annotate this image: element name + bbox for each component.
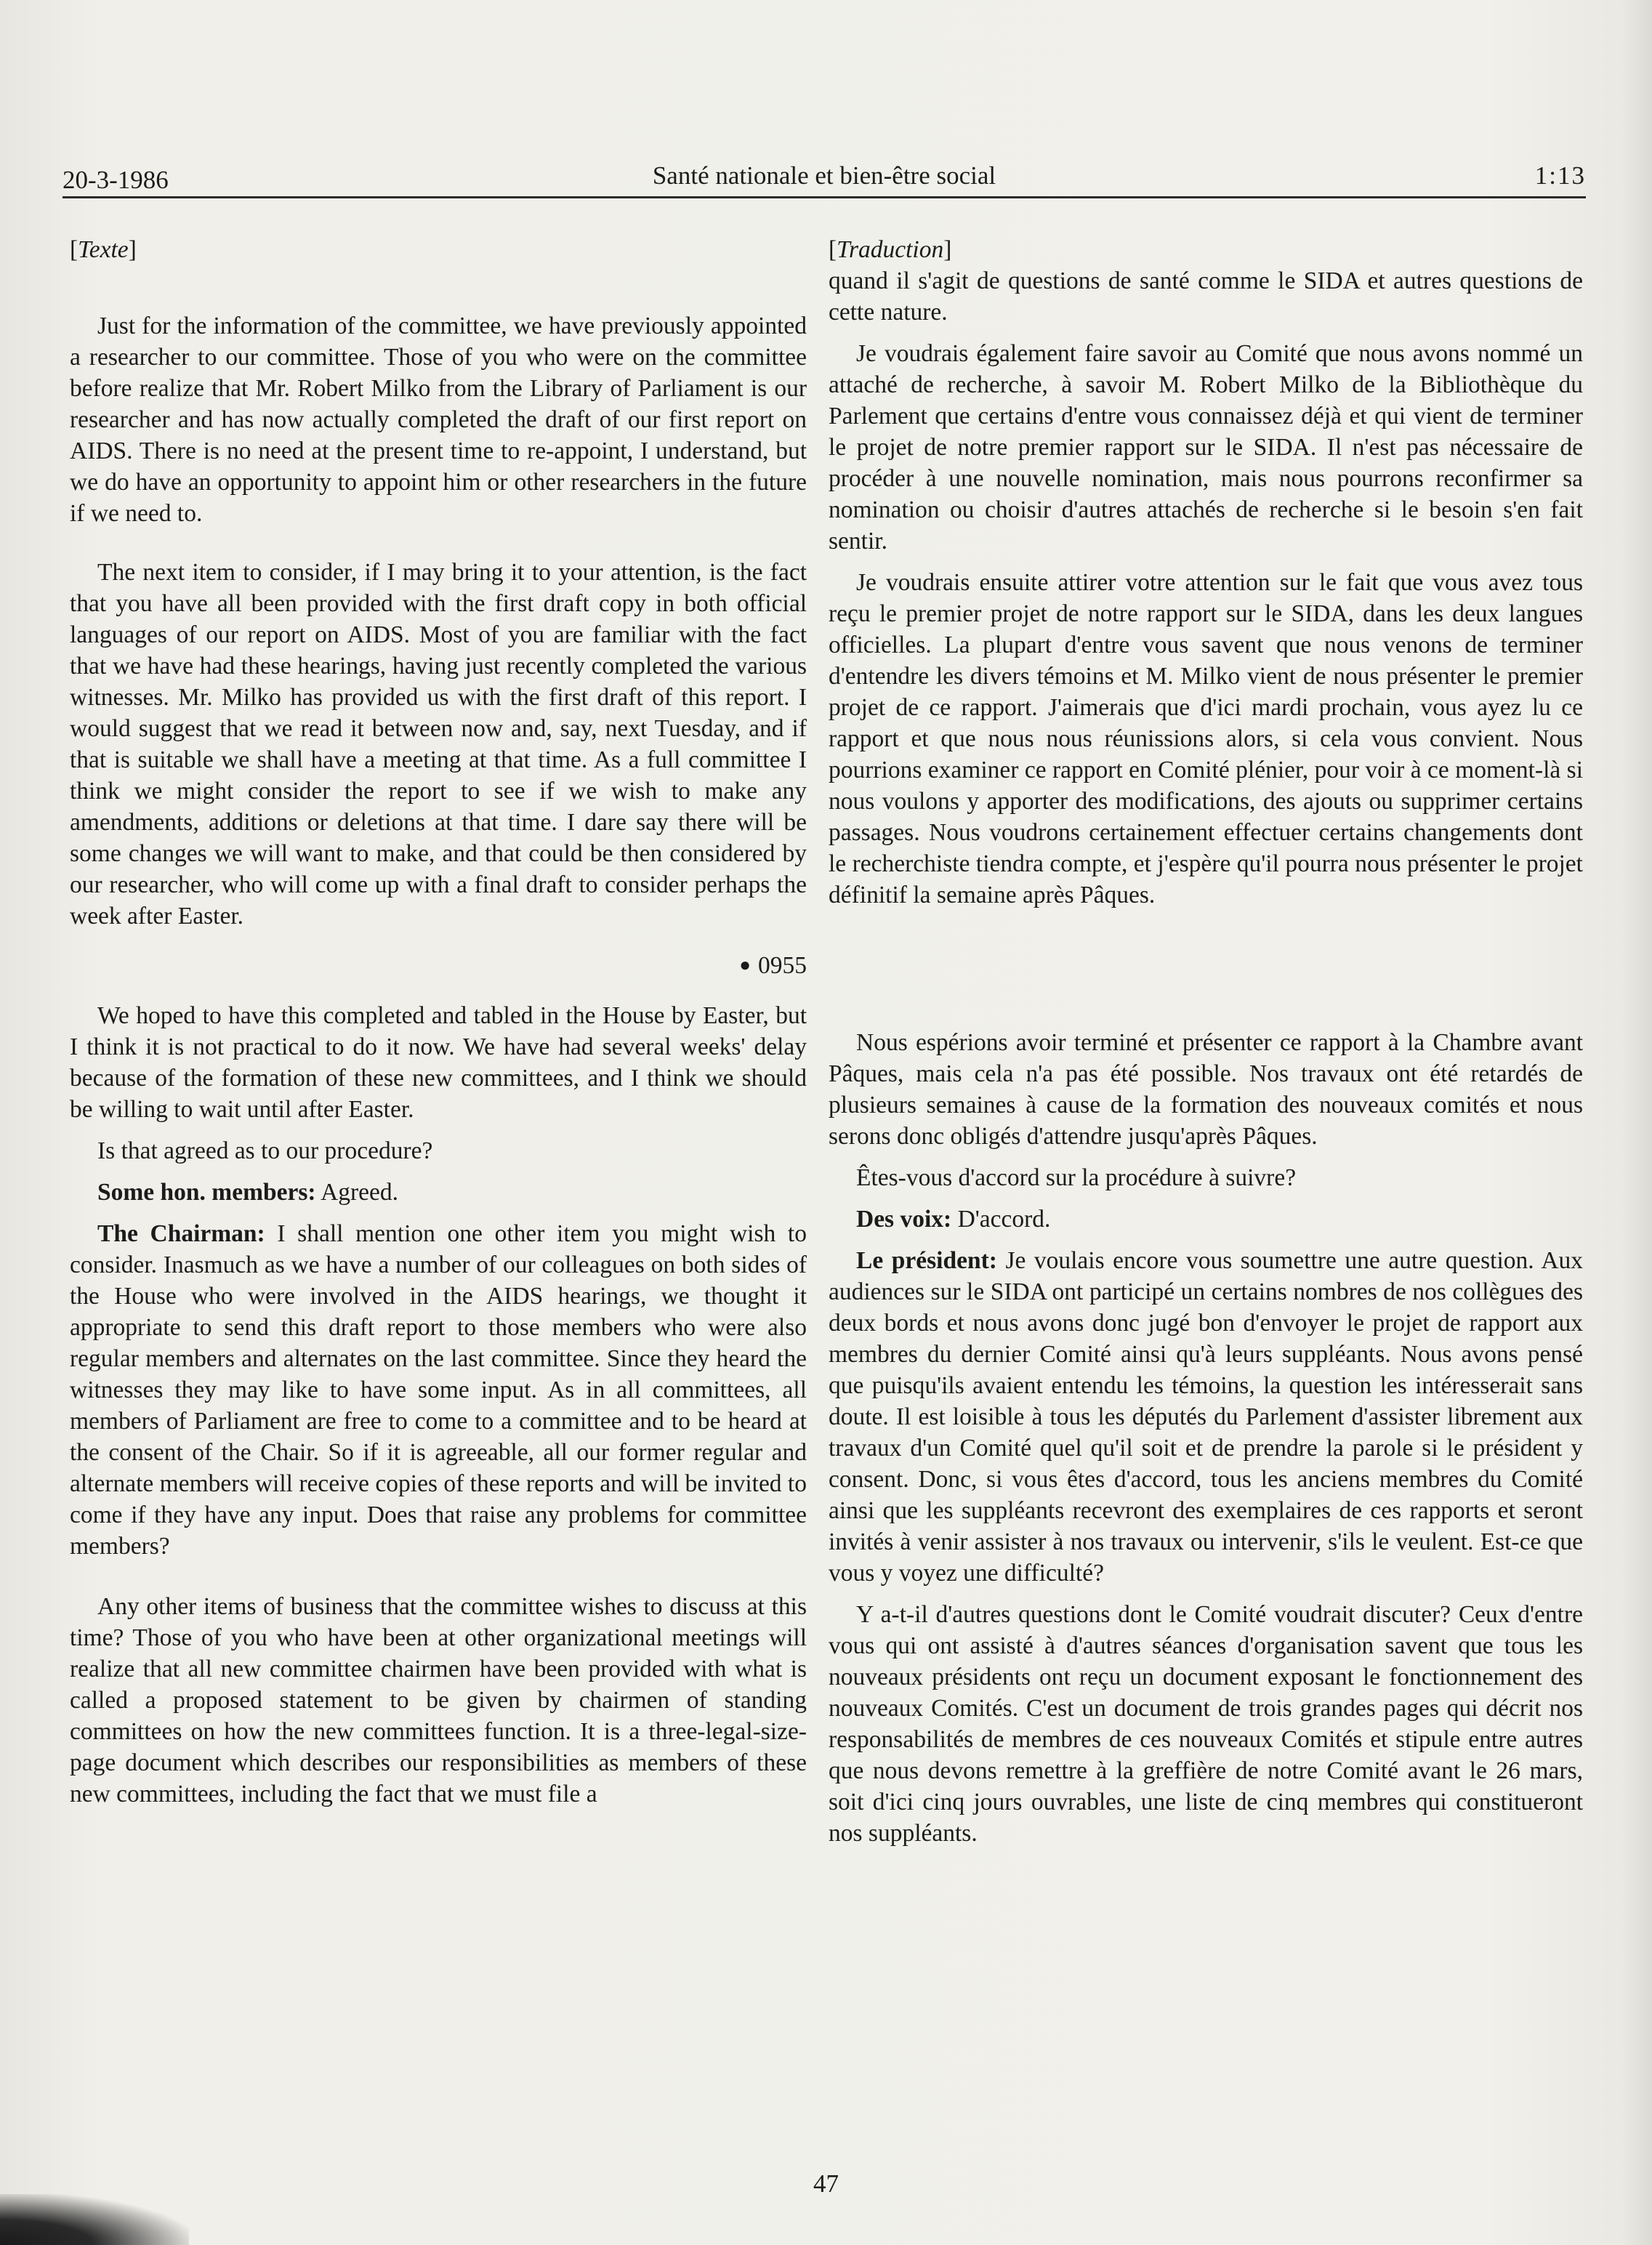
speaker-label: Des voix: bbox=[856, 1206, 952, 1233]
speaker-paragraph bbox=[829, 1204, 1583, 1235]
paragraph: The next item to consider, if I may bring it to your attention, is the fact that you have all been provided with the first draft copy in both official languages of our report on AIDS. Most of you are familiar with the fact that we have had these hearings, having just recently completed the various witnesses. Mr. Milko has provided us with the first draft of this report. I would suggest that we read it between now and, say, next Tuesday, and if that is suitable we shall have a meeting at that time. As a full committee I think we might consider the report to see if we wish to make any amendments, additions or deletions at that time. I dare say there will be some changes we will want to make, and that could be then considered by our researcher, who will come up with a final draft to consider perhaps the week after Easter. bbox=[70, 559, 807, 930]
column-tag-texte: [Texte] bbox=[70, 236, 137, 263]
speech-text: I shall mention one other item you might wish to consider. Inasmuch as we have a number of our colleagues on both sides of the House who were involved in the AIDS hearings, we thought it appropriate to send this draft report to those members who were also regular members and alternates on the last committee. Since they heard the witnesses they may like to have some input. As in all committees, all members of Parliament are free to come to a committee and to be heard at the consent of the Chair. So if it is agreeable, all our former regular and alternate members will receive copies of these reports and will be invited to come if they have any input. Does that raise any problems for committee members? bbox=[70, 1220, 807, 1560]
scan-corner-shadow bbox=[0, 2194, 189, 2245]
header-rule bbox=[63, 196, 1586, 198]
tag-text: Texte bbox=[78, 236, 129, 263]
speech-text: D'accord. bbox=[957, 1206, 1051, 1233]
speaker-label: Le président: bbox=[856, 1247, 997, 1274]
page-number: 47 bbox=[813, 2169, 839, 2198]
speech-text: Agreed. bbox=[321, 1179, 399, 1206]
column-tag-traduction: [Traduction] bbox=[829, 236, 952, 263]
speech-text: Je voulais encore vous soumettre une autre question. Aux audiences sur le SIDA ont participé un certains nombres de nos collègues des deux bords et nous avons donc jugé bon d'envoyer le projet de rapport aux membres du dernier Comité ainsi qu'à leurs suppléants. Nous avons pensé que puisqu'ils avaient entendu les témoins, la question les intéresserait sans doute. Il est loisible à tous les députés du Parlement d'assister librement aux travaux d'un Comité quel qu'il soit et de prendre la parole si le président y consent. Donc, si vous êtes d'accord, tous les anciens membres du Comité ainsi que les suppléants recevront des exemplaires de ces rapports et seront invités à venir assister à nos travaux ou intervenir, s'ils le veulent. Est-ce que vous y voyez une difficulté? bbox=[829, 1247, 1584, 1587]
page-edge-shadow bbox=[1623, 0, 1652, 2245]
paragraph: Is that agreed as to our procedure? bbox=[97, 1137, 433, 1164]
french-column bbox=[829, 234, 1583, 1859]
paragraph: Je voudrais ensuite attirer votre attention sur le fait que vous avez tous reçu le premier projet de notre rapport sur le SIDA, dans les deux langues officielles. La plupart d'entre vous savent que nous venons de terminer d'entendre les divers témoins et M. Milko vient de nous présenter le premier projet de ce rapport. J'aimerais que d'ici mardi prochain, vous ayez lu ce rapport et que nous nous réunissions alors, si cela vous convient. Nous pourrions examiner ce rapport en Comité plénier, pour voir à ce moment-là si nous voulons y apporter des modifications, des ajouts ou supprimer certains passages. Nous voudrons certainement effectuer certains changements dont le recherchiste tiendra compte, et j'espère qu'il pourra nous présenter le projet définitif la semaine après Pâques. bbox=[829, 569, 1583, 908]
running-header bbox=[63, 161, 1586, 198]
paragraph: Êtes-vous d'accord sur la procédure à suivre? bbox=[856, 1164, 1297, 1191]
english-column bbox=[70, 234, 807, 1820]
speaker-paragraph bbox=[829, 1245, 1583, 1589]
paragraph: Je voudrais également faire savoir au Comité que nous avons nommé un attaché de recherche, à savoir M. Robert Milko de la Bibliothèque du Parlement que certains d'entre vous connaissez déjà et qui vient de terminer le projet de notre premier rapport sur le SIDA. Il n'est pas nécessaire de procéder à une nouvelle nomination, mais nous pourrons reconfirmer sa nomination ou choisir d'autres attachés de recherche si le besoin s'en fait sentir. bbox=[829, 340, 1583, 555]
speaker-paragraph bbox=[70, 1177, 807, 1208]
header-date: 20-3-1986 bbox=[63, 166, 169, 194]
paragraph: Just for the information of the committee, we have previously appointed a researcher to our committee. Those of you who were on the committee before realize that Mr. Robert Milko from the Library of Parliament is our researcher and has now actually completed the draft of our first report on AIDS. There is no need at the present time to re-appoint, I understand, but we do have an opportunity to appoint him or other researchers in the future if we need to. bbox=[70, 313, 807, 527]
time-marker: ● 0955 bbox=[739, 952, 807, 979]
paragraph: Y a-t-il d'autres questions dont le Comité voudrait discuter? Ceux d'entre vous qui ont assisté à d'autres séances d'organisation savent que tous les nouveaux présidents ont reçu un document exposant le fonctionnement des nouveaux Comités. C'est un document de trois grandes pages qui décrit nos responsabilités de membres de ces nouveaux Comités et stipule entre autres que nous devons remettre à la greffière de notre Comité avant le 26 mars, soit d'ici cinq jours ouvrables, une liste de cinq membres qui constitueront nos suppléants. bbox=[829, 1601, 1583, 1847]
header-title: Santé nationale et bien-être social bbox=[652, 161, 996, 190]
header-page-ref: 1:13 bbox=[1534, 161, 1586, 190]
tag-text: Traduction bbox=[837, 236, 944, 263]
paragraph: We hoped to have this completed and tabled in the House by Easter, but I think it is not practical to do it now. We have had several weeks' delay because of the formation of these new committees, and I think we should be willing to wait until after Easter. bbox=[70, 1002, 807, 1123]
paragraph: Any other items of business that the committee wishes to discuss at this time? Those of you who have been at other organizational meetings will realize that all new committee chairmen have been provided with what is called a proposed statement to be given by chairmen of standing committees on how the new committees function. It is a three-legal-size-page document which describes our responsibilities as members of these new committees, including the fact that we must file a bbox=[70, 1593, 807, 1807]
speaker-label: Some hon. members: bbox=[97, 1179, 316, 1206]
speaker-paragraph bbox=[70, 1218, 807, 1562]
paragraph: Nous espérions avoir terminé et présenter ce rapport à la Chambre avant Pâques, mais cela n'a pas été possible. Nos travaux ont été retardés de plusieurs semaines à cause de la formation des nouveaux comités et nous serons donc obligés d'attendre jusqu'après Pâques. bbox=[829, 1029, 1583, 1150]
time-marker-text: 0955 bbox=[758, 952, 807, 979]
speaker-label: The Chairman: bbox=[97, 1220, 265, 1247]
paragraph: quand il s'agit de questions de santé comme le SIDA et autres questions de cette nature. bbox=[829, 267, 1583, 326]
